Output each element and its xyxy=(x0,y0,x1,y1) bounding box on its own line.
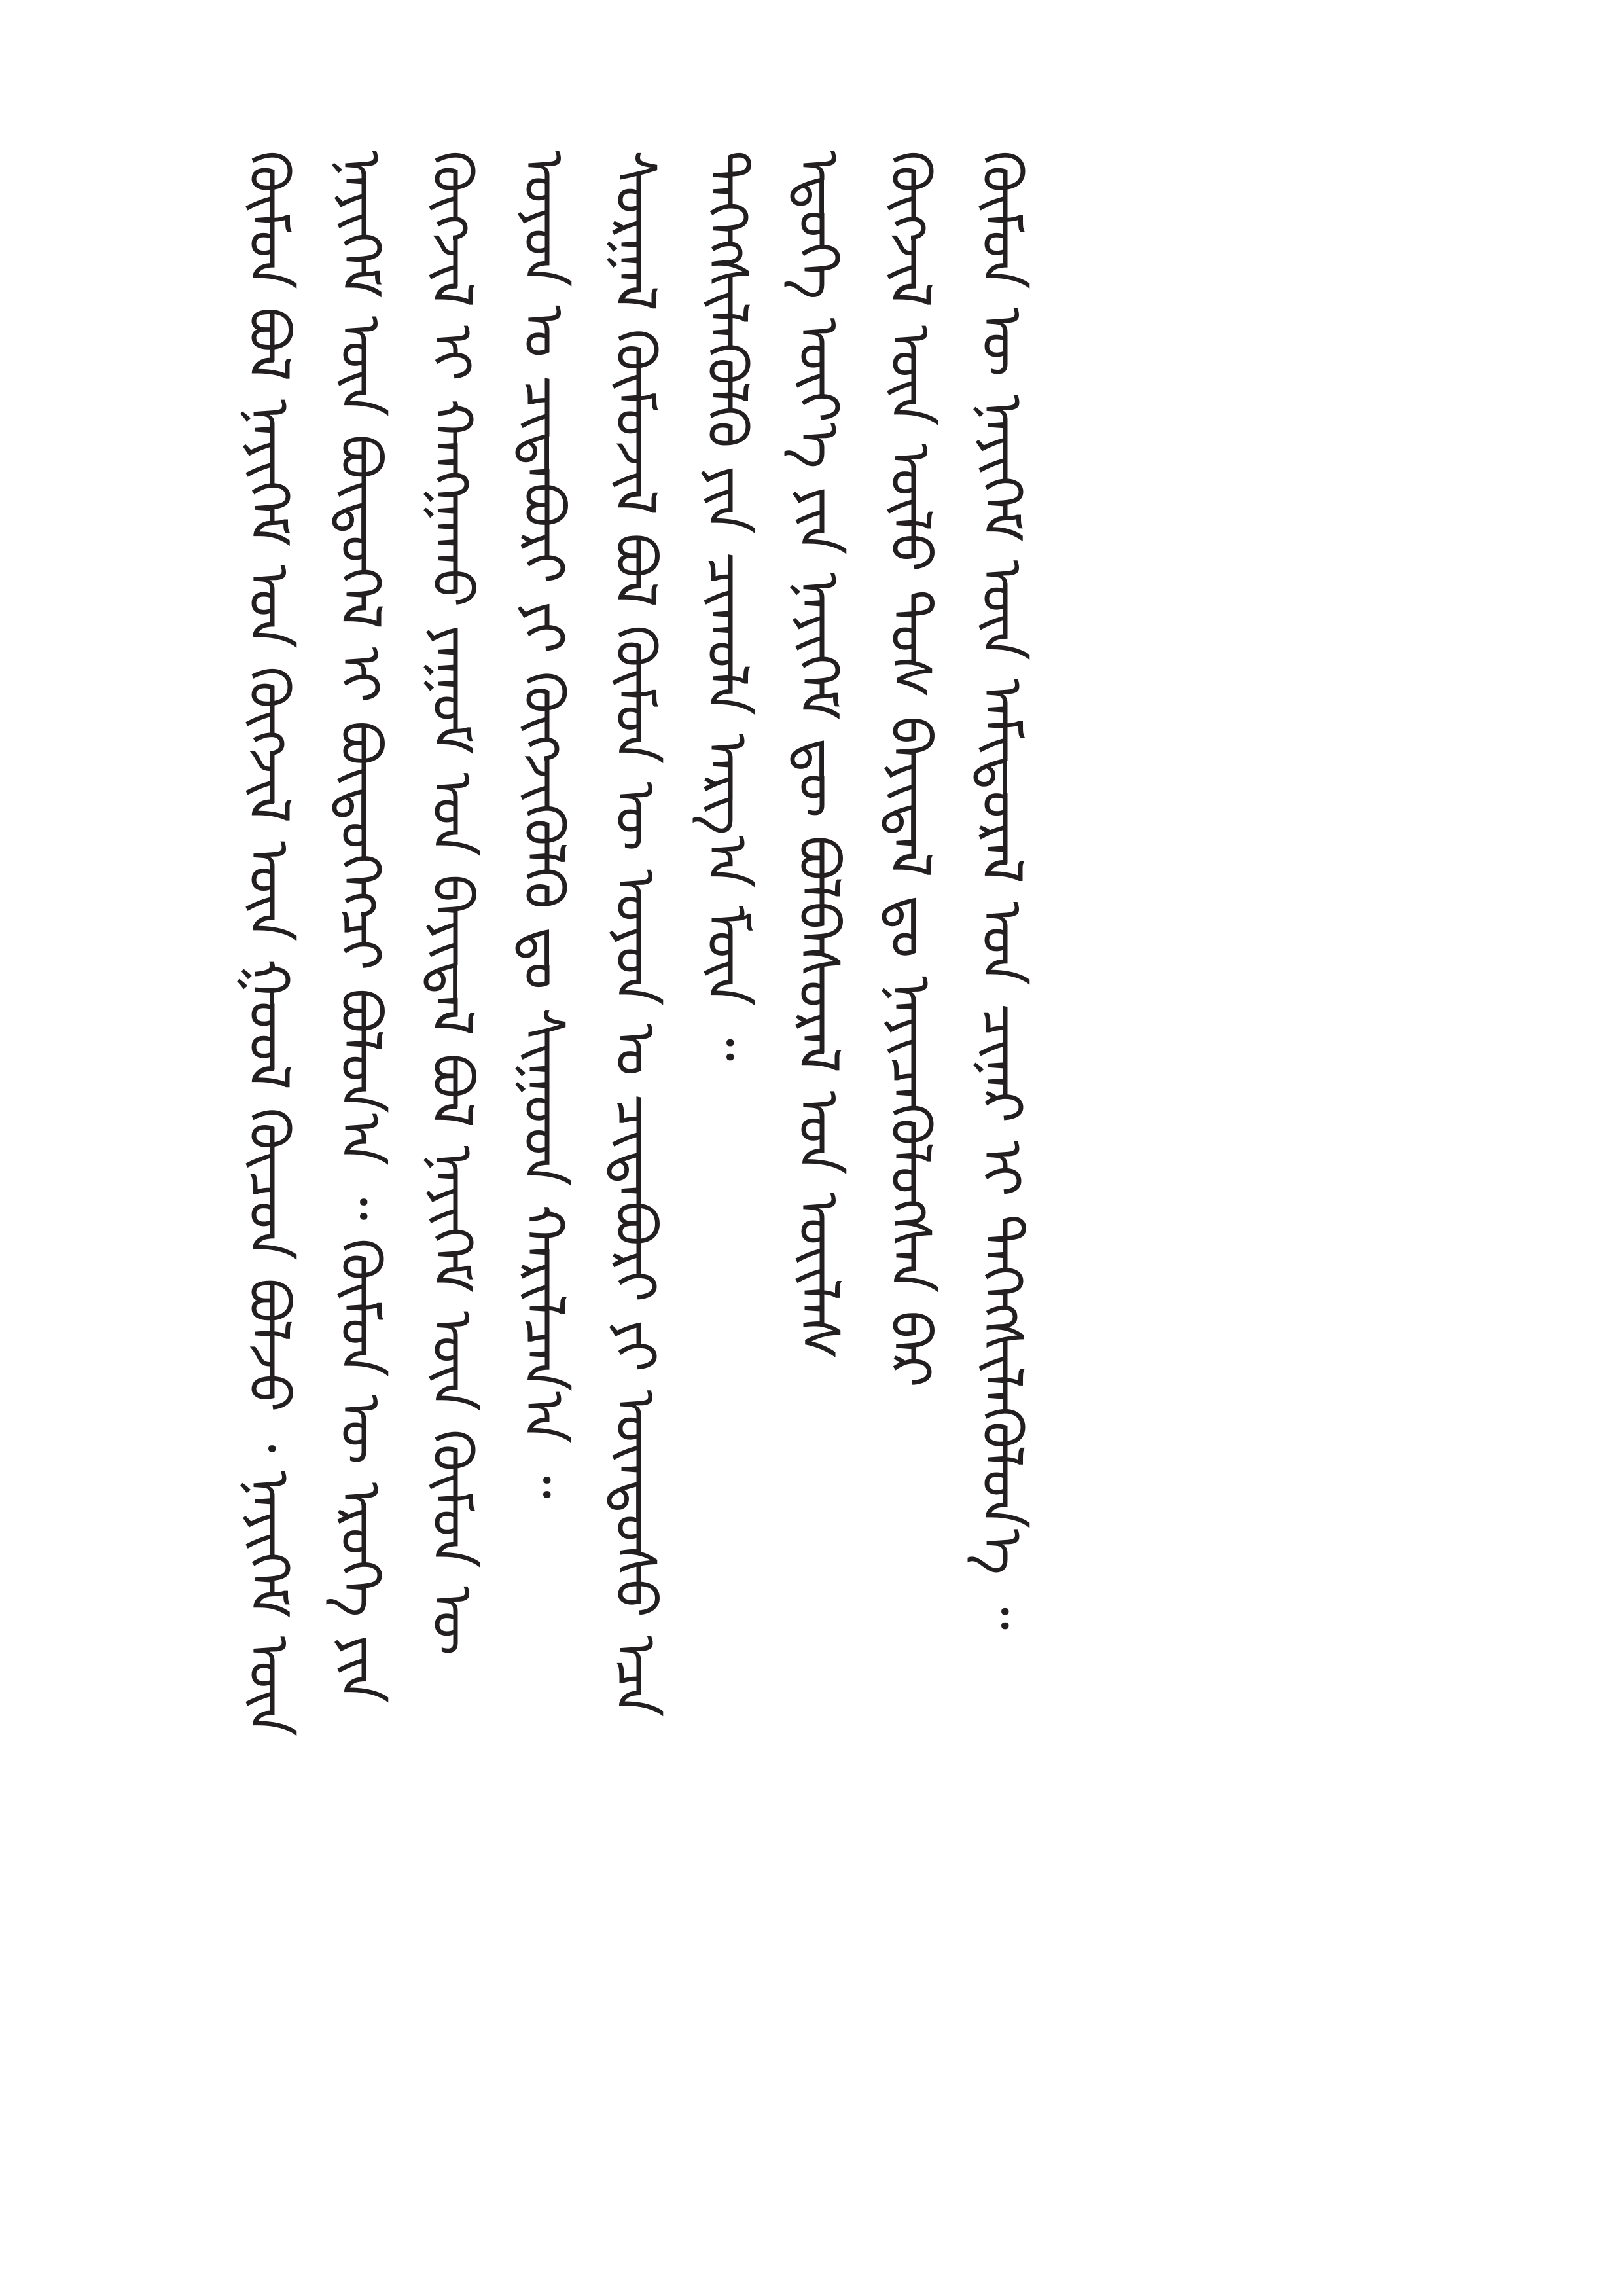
text-column-5: ᠰᠤᠷᠭᠠᠯ ᠬᠦᠮᠦᠵᠢᠯ ᠪᠣᠯ ᠬᠦᠮᠦᠨ ᠦ ᠣᠶᠤᠨ ᠤ ᠴᠢᠳᠠᠪᠤᠷᠢ ᠶᠢ ᠦᠨᠳᠦᠰᠦ ᠡᠴᠡ xyxy=(602,151,668,1717)
mongolian-text-block xyxy=(229,151,1420,2166)
text-column-8: ᠬᠥᠭᠵᠢᠯ ᠦᠨ ᠦᠯᠦ ᠲᠤᠰ ᠪᠠᠶᠢᠳᠠᠯ ᠳᠤ ᠨᠡᠶᠢᠴᠡᠭᠦᠯᠦᠭᠰᠡᠨ ᠪᠠᠷ xyxy=(877,151,942,1388)
text-column-7: ᠡᠳᠦᠭᠡ ᠦᠶ᠎ᠡ ᠶᠢᠨ ᠨᠡᠶᠢᠭᠡᠮ ᠳᠦ ᠪᠣᠯᠪᠠᠰᠤᠷᠠᠯ ᠤᠨ ᠦᠢᠯᠡᠰ xyxy=(785,151,851,1360)
text-column-9: ᠬᠦᠮᠦᠨ ᠦ ᠨᠡᠶᠢᠭᠡᠮ ᠦᠨ ᠠᠮᠢᠳᠤᠷᠠᠯ ᠤᠨ ᠴᠢᠨᠠᠷ ᠢ ᠳᠡᠭᠡᠭᠰᠢᠯᠡᠭᠦᠯᠦᠨ᠎ᠡ ᠃ xyxy=(969,151,1034,1630)
text-column-6: ᠳᠡᠭᠡᠭᠰᠢᠯᠡᠭᠦᠯᠬᠦ ᠶᠢᠨ ᠴᠢᠬᠤᠯᠠ ᠠᠷᠭ᠎ᠠ ᠮᠥᠨ ᠃ xyxy=(694,151,759,1062)
text-column-1: ᠬᠦᠮᠦᠨ ᠪᠣᠯ ᠨᠡᠶᠢᠭᠡᠮ ᠤᠨ ᠬᠥᠭᠵᠢᠯ ᠦᠨ ᠭᠣᠣᠯ ᠬᠦᠴᠦᠨ ᠪᠣᠯᠵᠤ ᠂ ᠨᠡᠶᠢᠭᠡᠮ ᠦᠨ xyxy=(236,151,301,1737)
text-column-4: ᠣᠶᠤᠨ ᠤ ᠴᠢᠳᠠᠪᠤᠷᠢ ᠶᠢ ᠬᠥᠭᠵᠢᠭᠦᠯᠬᠦ ᠳᠤ ᠰᠢᠭᠤᠳ ᠬᠠᠷᠢᠯᠴᠠᠨ᠎ᠠ ᠃ xyxy=(510,151,576,1499)
text-column-2: ᠨᠡᠶᠢᠭᠡᠮ ᠦᠨ ᠪᠦᠲᠦᠭᠡᠯ ᠢ ᠪᠦᠲᠦᠭᠡᠭᠴᠢ ᠪᠣᠯᠤᠨ᠎ᠠ ᠃ ᠬᠦᠮᠦᠨ ᠦ ᠡᠷᠦᠬᠡ ᠶᠢᠨ xyxy=(327,151,393,1704)
text-column-3: ᠬᠥᠭᠵᠢᠯ ᠢ ᠬᠠᠩᠭᠠᠬᠤ ᠶᠠᠭᠤᠮ ᠤᠨ ᠪᠠᠶᠢᠳᠠᠯ ᠪᠣᠯ ᠨᠡᠶᠢᠭᠡᠮ ᠦᠨ ᠬᠦᠮᠦᠨ ᠦ xyxy=(419,151,484,1656)
